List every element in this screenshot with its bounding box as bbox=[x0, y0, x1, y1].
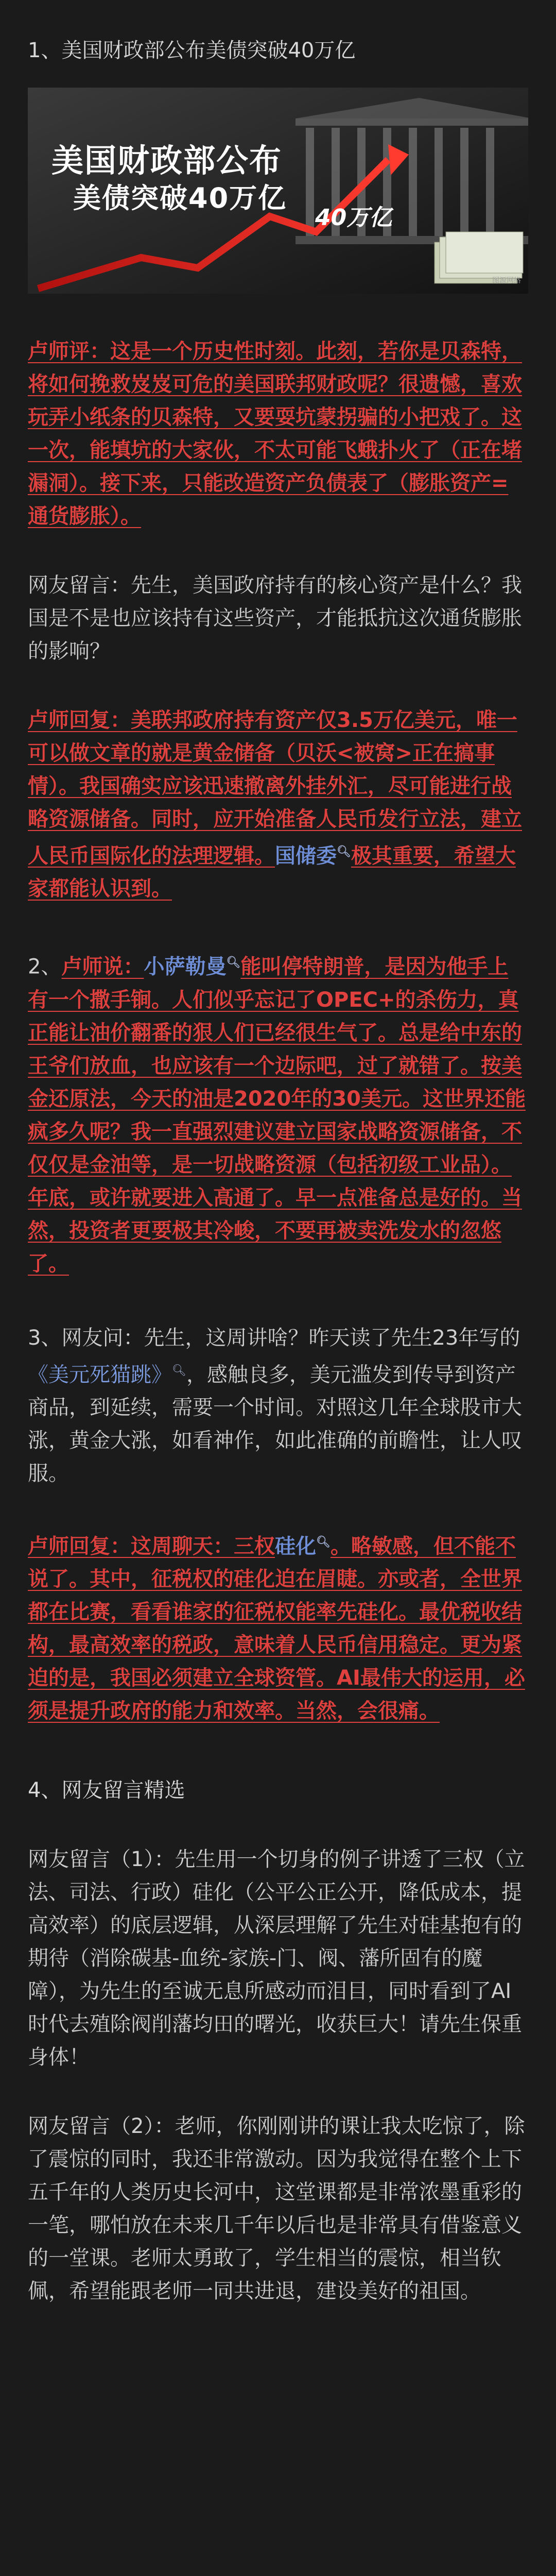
comment-tag: 卢师评： bbox=[28, 340, 110, 363]
section-title-1: 1、美国财政部公布美债突破40万亿 bbox=[28, 39, 356, 62]
reply-3-text-a: 这周聊天：三权 bbox=[131, 1534, 275, 1558]
link-guochuwei[interactable]: 国储委 bbox=[275, 844, 337, 868]
link-guihua[interactable]: 硅化 bbox=[275, 1534, 316, 1558]
search-icon[interactable]: 🔍︎ bbox=[316, 1535, 331, 1549]
section-2-block bbox=[28, 946, 528, 1280]
hero-headline-2: 美债突破40万亿 bbox=[73, 182, 287, 214]
search-icon[interactable]: 🔍︎ bbox=[172, 1364, 186, 1377]
hero-badge: 40万亿 bbox=[315, 205, 392, 231]
reader-comment-2: 网友留言（2）：老师，你刚刚讲的课让我太吃惊了，除了震惊的同时，我还非常激动。因为我觉得在整个上下五千年的人类历史长河中，这堂课都是非常浓墨重彩的一笔，哪怕放在未来几千年以后也是非常具有借鉴意义的一堂课。老师太勇敢了，学生相当的震惊，相当钦佩，希望能跟老师一同共进退，建设美好的祖国。 bbox=[28, 2114, 525, 2303]
reply-3-tag: 卢师回复： bbox=[28, 1534, 131, 1558]
reader-comment-1: 网友留言（1）：先生用一个切身的例子讲透了三权（立法、司法、行政）硅化（公平公正公开，降低成本，提高效率）的底层逻辑，从深层理解了先生对硅基抱有的期待（消除碳基-血统-家族-门、阀、藩所固有的魔障），为先生的至诚无息所感动而泪目，同时看到了AI时代去殖除阀削藩均田的曙光，收获巨大！请先生保重身体！ bbox=[28, 1848, 525, 2070]
section-2-tag: 卢师说： bbox=[61, 955, 144, 979]
reply-text-b: 极其重要，希望大家都能认识到。 bbox=[28, 844, 516, 901]
reply-3-text-b: 。略敏感，但不能不说了。其中，征税权的硅化迫在眉睫。亦或者，全世界都在比赛，看看谁家的征税权能率先硅化。最优税收结构，最高效率的税政，意味着人民币信用稳定。更为紧迫的是，我国必须建立全球资管。AI最伟大的运用，必须是提升政府的能力和效率。当然，会很痛。 bbox=[28, 1534, 525, 1723]
link-dollar-dead-cat[interactable]: 《美元死猫跳》 bbox=[28, 1362, 172, 1386]
question-3-text-b: ，感触良多，美元滥发到传导到资产商品，到延续，需要一个时间。对照这几年全球股市大涨，黄金大涨，如看神作，如此准确的前瞻性，让人叹服。 bbox=[28, 1362, 522, 1485]
question-block-3 bbox=[28, 1321, 528, 1490]
link-xiaosalemann[interactable]: 小萨勒曼 bbox=[144, 955, 227, 979]
comment-text: 这是一个历史性时刻。此刻，若你是贝森特，将如何挽救岌岌可危的美国联邦财政呢？很遗憾，喜欢玩弄小纸条的贝森特，又要耍坑蒙拐骗的小把戏了。这一次，能填坑的大家伙，不太可能飞蛾扑火了（正在堵漏洞）。接下来，只能改造资产负债表了（膨胀资产=通货膨胀）。 bbox=[28, 340, 522, 528]
hero-credit: 图源网络 bbox=[492, 277, 521, 285]
reply-block-3 bbox=[28, 1526, 528, 1727]
question-3-text-a: 3、网友问：先生，这周讲啥？昨天读了先生23年写的 bbox=[28, 1326, 520, 1350]
comment-block-1 bbox=[28, 335, 528, 533]
hero-headline-1: 美国财政部公布 bbox=[51, 142, 283, 179]
search-icon[interactable]: 🔍︎ bbox=[226, 956, 241, 970]
section-2-text: 能叫停特朗普，是因为他手上有一个撒手锏。人们似乎忘记了OPEC+的杀伤力，真正能让油价翻番的狠人们已经很生气了。总是给中东的王爷们放血，也应该有一个边际吧，过了就错了。按美金还原法，今天的油是2020年的30美元。这世界还能疯多久呢？我一直强烈建议建立国家战略资源储备，不仅仅是金油等，是一切战略资源（包括初级工业品）。年底，或许就要进入高通了。早一点准备总是好的。当然，投资者更要极其冷峻，不要再被卖洗发水的忽悠了。 bbox=[28, 955, 526, 1276]
reply-text-a: 美联邦政府持有资产仅3.5万亿美元，唯一可以做文章的就是黄金储备（贝沃<被窝>正在搞事情）。我国确实应该迅速撤离外挂外汇，尽可能进行战略资源储备。同时，应开始准备人民币发行立法，建立人民币国际化的法理逻辑。 bbox=[28, 708, 522, 868]
question-block-1: 网友留言：先生，美国政府持有的核心资产是什么？我国是不是也应该持有这些资产，才能抵抗这次通货膨胀的影响？ bbox=[28, 573, 522, 663]
section-2-prefix: 2、 bbox=[28, 955, 62, 979]
search-icon[interactable]: 🔍︎ bbox=[337, 845, 351, 858]
hero-image bbox=[28, 88, 528, 294]
reply-tag: 卢师回复： bbox=[28, 708, 131, 732]
reply-block-1 bbox=[28, 704, 528, 905]
section-title-4: 4、网友留言精选 bbox=[28, 1778, 185, 1803]
